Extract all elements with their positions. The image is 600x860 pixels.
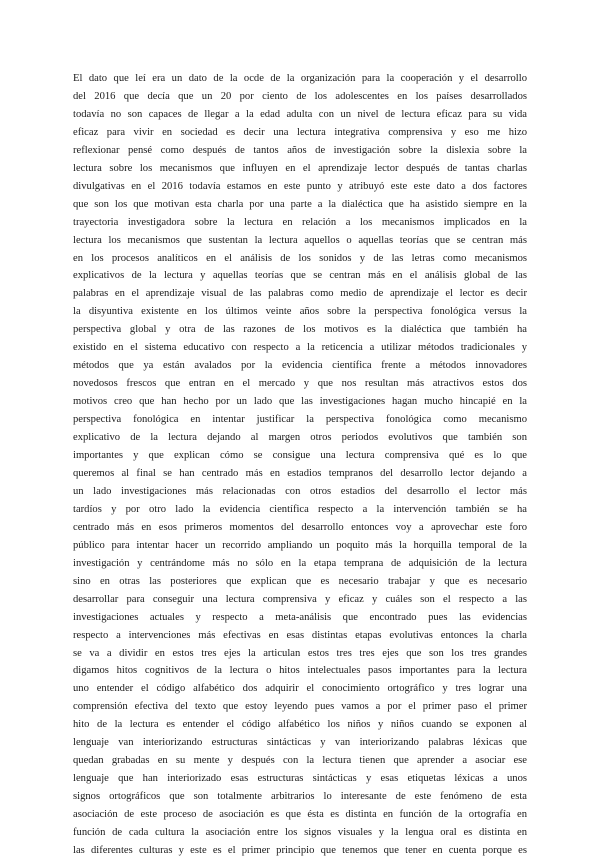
- text-line: respecto a intervenciones más efectivas en esas distintas etapas evolutivas entonces la charla: [73, 629, 527, 641]
- text-line: todavía no son capaces de llegar a la edad adulta con un nivel de lectura eficaz para su vida: [73, 108, 527, 120]
- text-line: lenguaje que han interiorizado esas estructuras sintácticas y esas etiquetas léxicas a unos: [73, 773, 527, 785]
- text-line: El dato que leí era un dato de la ocde de la organización para la cooperación y el desarrollo: [73, 73, 527, 84]
- text-line: público para intentar hacer un recorrido ampliando un poquito más la horquilla temporal de la: [73, 539, 527, 551]
- text-line: reflexionar pensé como después de tantos años de investigación sobre la dislexia sobre la: [73, 144, 527, 156]
- text-line: tardíos y por otro lado la evidencia científica respecto a la intervención también se ha: [73, 503, 527, 515]
- text-line: perspectiva global y otra de las razones de los motivos es la dialéctica que también ha: [73, 324, 527, 336]
- text-line: lectura los mecanismos que sustentan la lectura aquellos o aquellas teorías que se centran más: [73, 234, 527, 246]
- text-line: asociación de este proceso de asociación es que ésta es distinta en función de la ortografía en: [73, 809, 527, 821]
- text-line: que son los que motivan esta charla por una parte a la dialéctica que ha asistido siempre en la: [73, 198, 527, 210]
- text-line: en los procesos analíticos en el análisis de los sonidos y de las letras como mecanismos: [73, 252, 527, 264]
- text-line: queremos al final se han centrado más en estadios tempranos del desarrollo lector dejando a: [73, 467, 527, 479]
- text-line: comprensión efectiva del texto que estoy leyendo pues vamos a por el primer paso el primer: [73, 701, 527, 713]
- text-line: trayectoria investigadora sobre la lectura en relación a los mecanismos implicados en la: [73, 216, 527, 228]
- text-line: un lado investigaciones más relacionadas con otros estadios del desarrollo el lector más: [73, 485, 527, 497]
- text-line: desarrollar para conseguir una lectura comprensiva y eficaz y cuáles son el respecto a las: [73, 593, 527, 605]
- text-line: sino en otras las posteriores que explican que es necesario trabajar y que es necesario: [73, 575, 527, 587]
- text-line: palabras en el aprendizaje visual de las palabras como medio de aprendizaje el lector es decir: [73, 288, 527, 300]
- text-line: novedosos frescos que entran en el mercado y que nos resultan más atractivos estos dos: [73, 378, 527, 390]
- text-line: hito de la lectura es entender el código alfabético los niños y niños cuando se exponen al: [73, 719, 527, 731]
- text-line: se va a dividir en estos tres ejes la articulan estos tres tres ejes que son los tres grandes: [73, 647, 527, 659]
- text-line: existido en el sistema educativo con respecto a la reticencia a utilizar métodos tradicionales y: [73, 342, 527, 354]
- text-line: métodos que ya están avalados por la evidencia científica frente a métodos innovadores: [73, 360, 527, 372]
- text-line: explicativo de la lectura dejando al margen otros periodos evolutivos que también son: [73, 432, 527, 444]
- text-line: divulgativas en el 2016 todavía estamos en este punto y atribuyó este este dato a dos factores: [73, 180, 527, 192]
- text-line: función de cada cultura la asociación entre los signos visuales y la lengua oral es distinta en: [73, 827, 527, 839]
- text-line: importantes y que explican cómo se consigue una lectura comprensiva qué es lo que: [73, 450, 527, 462]
- text-line: del 2016 que decía que un 20 por ciento de los adolescentes en los países desarrollados: [73, 90, 527, 102]
- text-line: centrado más en esos primeros momentos del desarrollo entonces voy a aprovechar este foro: [73, 521, 527, 533]
- text-line: la disyuntiva existente en los últimos veinte años sobre la perspectiva fonológica versus la: [73, 306, 527, 318]
- text-line: uno entender el código alfabético dos adquirir el conocimiento ortográfico y tres lograr una: [73, 683, 527, 695]
- text-line: investigación y centrándome más no sólo en la etapa temprana de adquisición de la lectura: [73, 557, 527, 569]
- body-paragraph: [73, 70, 527, 860]
- text-line: eficaz para vivir en sociedad es decir una lectura integrativa comprensiva y eso me hizo: [73, 126, 527, 138]
- text-line: quedan grabadas en su mente y después con la lectura tienen que aprender a asociar ese: [73, 755, 527, 767]
- text-line: explicativos de la lectura y aquellas teorías que se centran más en el análisis global de las: [73, 270, 527, 282]
- text-line: investigaciones actuales y respecto a meta-análisis que encontrado pues las evidencias: [73, 611, 527, 623]
- text-line: las diferentes culturas y este es el primer principio que tenemos que tener en cuenta porque es: [73, 844, 527, 856]
- text-line: perspectiva fonológica en intentar justificar la perspectiva fonológica como mecanismo: [73, 414, 527, 426]
- text-line: lenguaje van interiorizando estructuras sintácticas y van interiorizando palabras léxicas que: [73, 737, 527, 749]
- text-line: lectura sobre los mecanismos que influyen en el aprendizaje lector después de tantas charlas: [73, 162, 527, 174]
- text-line: digamos hitos cognitivos de la lectura o hitos intelectuales pasos importantes para la lectura: [73, 665, 527, 677]
- text-line: motivos creo que han hecho por un lado que las investigaciones hagan mucho hincapié en la: [73, 396, 527, 408]
- text-line: signos ortográficos que son totalmente arbitrarios lo interesante de este fenómeno de esta: [73, 791, 527, 803]
